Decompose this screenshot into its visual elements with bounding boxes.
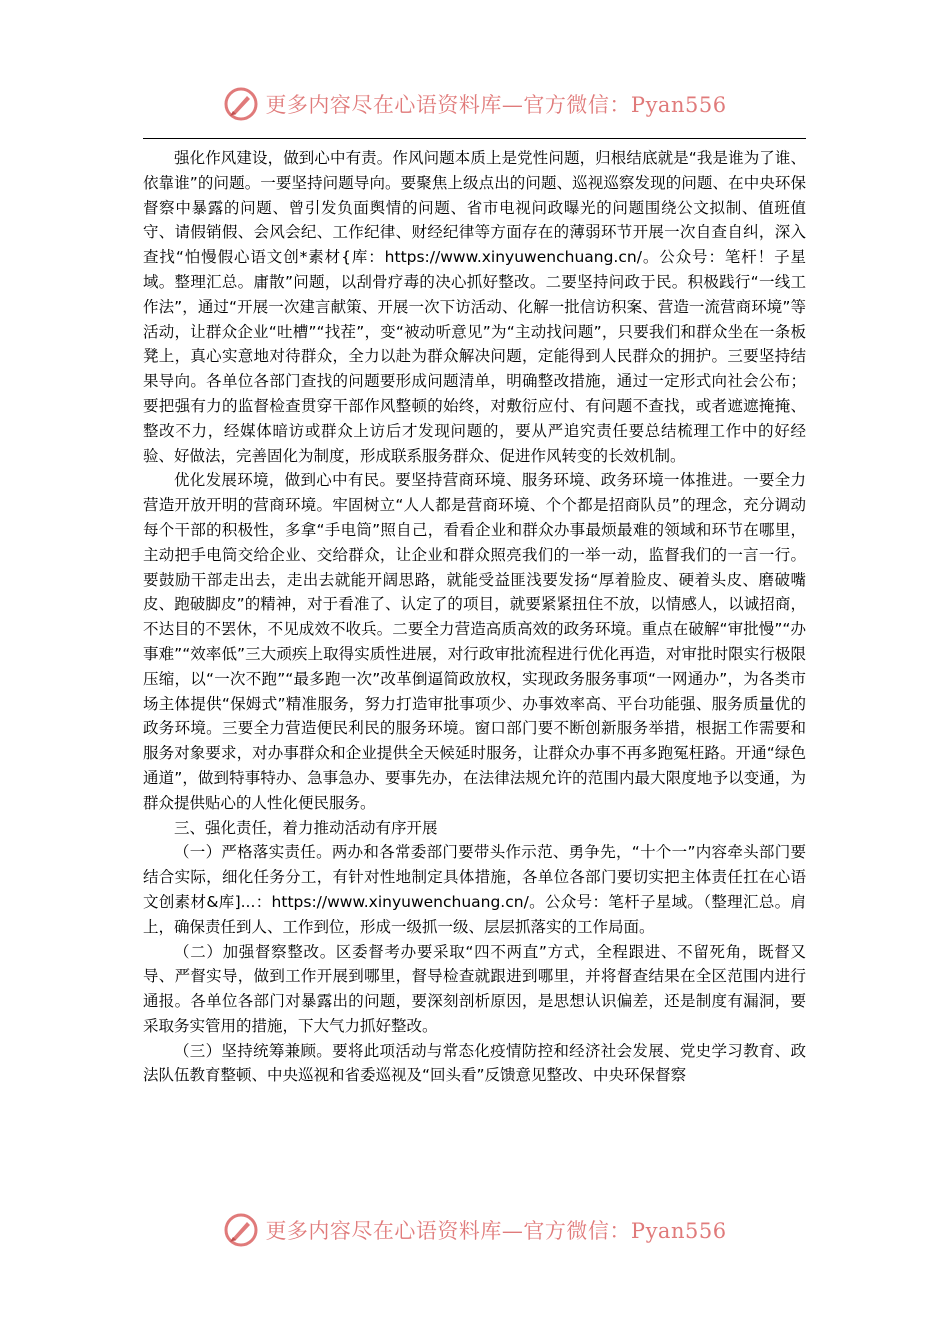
brush-pen-logo-icon [223, 1212, 259, 1248]
paragraph-coordination: （三）坚持统筹兼顾。要将此项活动与常态化疫情防控和经济社会发展、党史学习教育、政法队伍教育整顿、中央巡视和省委巡视及“回头看”反馈意见整改、中央环保督察 [143, 1041, 806, 1085]
paragraph-supervision: （二）加强督察整改。区委督考办要采取“四不两直”方式，全程跟进、不留死角，既督又导、严督实导，做到工作开展到哪里，督导检查就跟进到哪里，并将督查结果在全区范围内进行通报。各单位各部门对暴露出的问题，要深刻剖析原因，是思想认识偏差，还是制度有漏洞，要采取务实管用的措施，下大气力抓好整改。 [143, 942, 806, 1035]
header-watermark-text: 更多内容尽在心语资料库—官方微信：Pyan556 [265, 93, 727, 117]
paragraph-style-building: 强化作风建设，做到心中有责。作风问题本质上是党性问题，归根结底就是“我是谁为了谁、依靠谁”的问题。一要坚持问题导向。要聚焦上级点出的问题、巡视巡察发现的问题、在中央环保督察中暴露的问题、曾引发负面舆情的问题、省市电视问政曝光的问题围绕公文拟制、值班值守、请假销假、会风会纪、工作纪律、财经纪律等方面存在的薄弱环节开展一次自查自纠，深入查找“怕慢假心语文创*素材{库：https://www.xinyuwenchuang.cn/。公众号：笔杆！子星域。整理汇总。庸散”问题，以刮骨疗毒的决心抓好整改。二要坚持问政于民。积极践行“一线工作法”，通过“开展一次建言献策、开展一次下访活动、化解一批信访积案、营造一流营商环境”等活动，让群众企业“吐槽”“找茬”，变“被动听意见”为“主动找问题”，只要我们和群众坐在一条板凳上，真心实意地对待群众，全力以赴为群众解决问题，定能得到人民群众的拥护。三要坚持结果导向。各单位各部门查找的问题要形成问题清单，明确整改措施，通过一定形式向社会公布；要把强有力的监督检查贯穿干部作风整顿的始终，对敷衍应付、有问题不查找，或者遮遮掩掩、整改不力，经媒体暗访或群众上访后才发现问题的，要从严追究责任要总结梳理工作中的好经验、好做法，完善固化为制度，形成联系服务群众、促进作风转变的长效机制。 [143, 149, 806, 465]
paragraph-implement-responsibility: （一）严格落实责任。两办和各常委部门要带头作示范、勇争先，“十个一”内容牵头部门要结合实际，细化任务分工，有针对性地制定具体措施，各单位各部门要切实把主体责任扛在心语文创素材&库]...：https://www.xinyuwenchuang.cn/。公众号：笔杆子星域。（整理汇总。肩上，确保责任到人、工作到位，形成一级抓一级、层层抓落实的工作局面。 [143, 843, 806, 936]
section-heading-responsibility: 三、强化责任，着力推动活动有序开展 [174, 818, 438, 837]
document-body [143, 146, 806, 1088]
footer-watermark [0, 1210, 950, 1250]
header-divider [143, 138, 806, 139]
header-watermark [0, 84, 950, 124]
footer-watermark-text: 更多内容尽在心语资料库—官方微信：Pyan556 [265, 1219, 727, 1243]
paragraph-environment: 优化发展环境，做到心中有民。要坚持营商环境、服务环境、政务环境一体推进。一要全力营造开放开明的营商环境。牢固树立“人人都是营商环境、个个都是招商队员”的理念，充分调动每个干部的积极性，多拿“手电筒”照自己，看看企业和群众办事最烦最难的领域和环节在哪里，主动把手电筒交给企业、交给群众，让企业和群众照亮我们的一举一动，监督我们的一言一行。要鼓励干部走出去，走出去就能开阔思路，就能受益匪浅要发扬“厚着脸皮、硬着头皮、磨破嘴皮、跑破脚皮”的精神，对于看准了、认定了的项目，就要紧紧扭住不放，以情感人，以诚招商，不达目的不罢休，不见成效不收兵。二要全力营造高质高效的政务环境。重点在破解“审批慢”“办事难”“效率低”三大顽疾上取得实质性进展，对行政审批流程进行优化再造，对审批时限实行极限压缩，以“一次不跑”“最多跑一次”改革倒逼简政放权，实现政务服务事项“一网通办”，为各类市场主体提供“保姆式”精准服务，努力打造审批事项少、办事效率高、平台功能强、服务质量优的政务环境。三要全力营造便民利民的服务环境。窗口部门要不断创新服务举措，根据工作需要和服务对象要求，对办事群众和企业提供全天候延时服务，让群众办事不再多跑冤枉路。开通“绿色通道”，做到特事特办、急事急办、要事先办，在法律法规允许的范围内最大限度地予以变通，为群众提供贴心的人性化便民服务。 [143, 471, 806, 812]
brush-pen-logo-icon [223, 86, 259, 122]
